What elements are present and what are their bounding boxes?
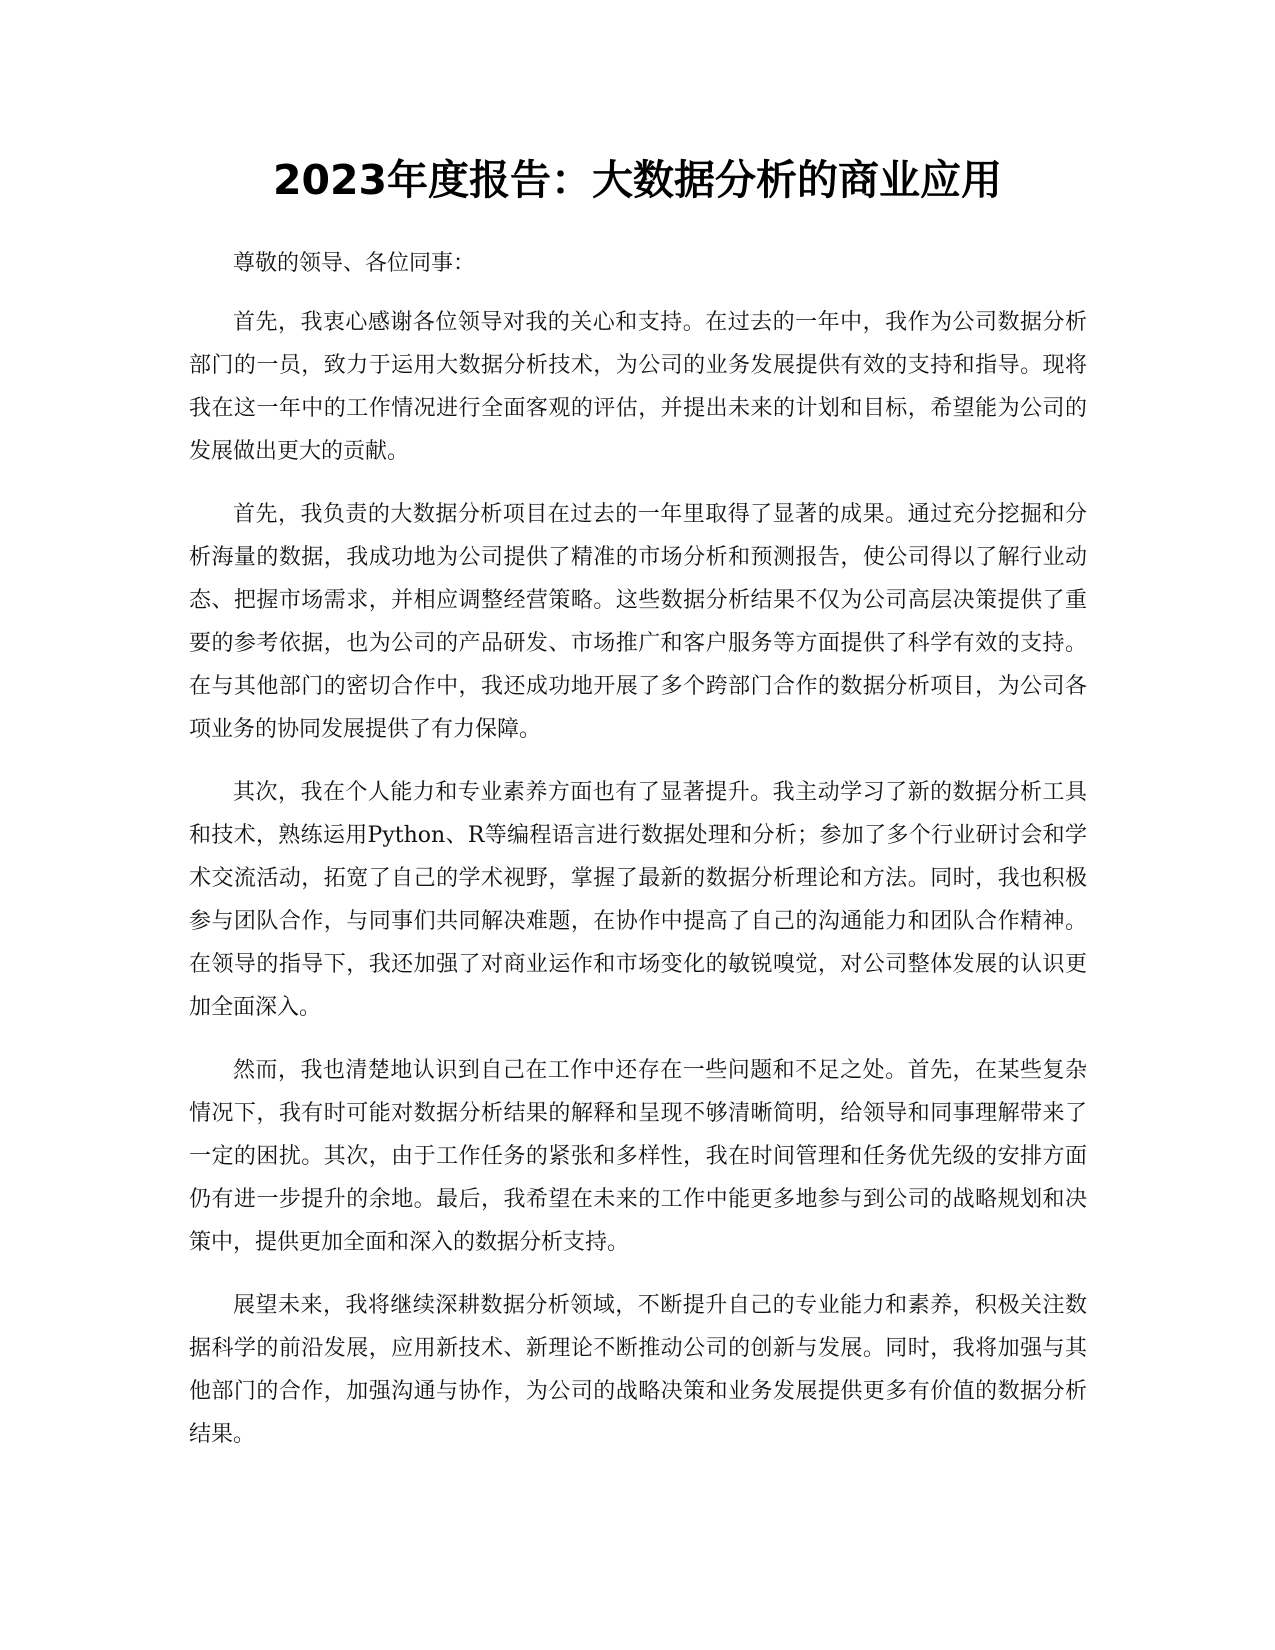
paragraph-shortcomings: 然而，我也清楚地认识到自己在工作中还存在一些问题和不足之处。首先，在某些复杂情况下，我有时可能对数据分析结果的解释和呈现不够清晰简明，给领导和同事理解带来了一定的困扰。其次，由于工作任务的紧张和多样性，我在时间管理和任务优先级的安排方面仍有进一步提升的余地。最后，我希望在未来的工作中能更多地参与到公司的战略规划和决策中，提供更加全面和深入的数据分析支持。 bbox=[189, 1058, 1087, 1255]
document-body bbox=[189, 242, 1087, 1476]
salutation: 尊敬的领导、各位同事： bbox=[233, 251, 476, 276]
paragraph-gratitude: 首先，我衷心感谢各位领导对我的关心和支持。在过去的一年中，我作为公司数据分析部门的一员，致力于运用大数据分析技术，为公司的业务发展提供有效的支持和指导。现将我在这一年中的工作情况进行全面客观的评估，并提出未来的计划和目标，希望能为公司的发展做出更大的贡献。 bbox=[189, 310, 1087, 464]
paragraph-personal-growth: 其次，我在个人能力和专业素养方面也有了显著提升。我主动学习了新的数据分析工具和技术，熟练运用Python、R等编程语言进行数据处理和分析；参加了多个行业研讨会和学术交流活动，拓宽了自己的学术视野，掌握了最新的数据分析理论和方法。同时，我也积极参与团队合作，与同事们共同解决难题，在协作中提高了自己的沟通能力和团队合作精神。在领导的指导下，我还加强了对商业运作和市场变化的敏锐嗅觉，对公司整体发展的认识更加全面深入。 bbox=[189, 780, 1087, 1020]
paragraph-outlook: 展望未来，我将继续深耕数据分析领域，不断提升自己的专业能力和素养，积极关注数据科学的前沿发展，应用新技术、新理论不断推动公司的创新与发展。同时，我将加强与其他部门的合作，加强沟通与协作，为公司的战略决策和业务发展提供更多有价值的数据分析结果。 bbox=[189, 1293, 1087, 1447]
paragraph-achievements: 首先，我负责的大数据分析项目在过去的一年里取得了显著的成果。通过充分挖掘和分析海量的数据，我成功地为公司提供了精准的市场分析和预测报告，使公司得以了解行业动态、把握市场需求，并相应调整经营策略。这些数据分析结果不仅为公司高层决策提供了重要的参考依据，也为公司的产品研发、市场推广和客户服务等方面提供了科学有效的支持。在与其他部门的密切合作中，我还成功地开展了多个跨部门合作的数据分析项目，为公司各项业务的协同发展提供了有力保障。 bbox=[189, 502, 1087, 742]
document-title: 2023年度报告：大数据分析的商业应用 bbox=[272, 156, 1003, 204]
